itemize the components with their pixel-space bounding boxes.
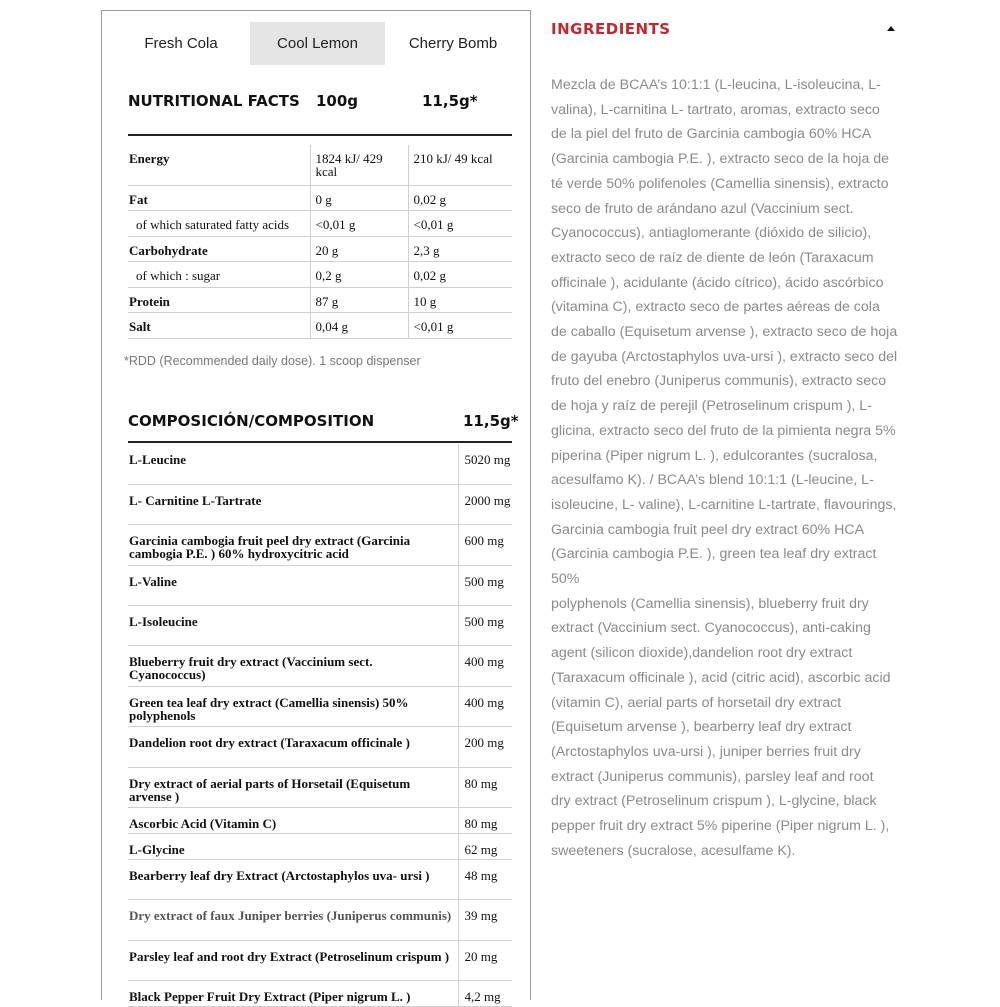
nutrient-label: Carbohydrate — [128, 236, 310, 262]
nutrient-label: Salt — [128, 313, 310, 339]
ingredient-amount: 5020 mg — [458, 444, 512, 484]
ingredients-text — [551, 73, 916, 864]
ingredients-line: de la piel del fruto de Garcinia cambogia 60% HCA — [551, 126, 872, 143]
ingredients-line: extract (Vaccinium sect. Cyanococcus), anti-caking — [551, 620, 871, 637]
nutrient-value-100g: 0,2 g — [310, 262, 408, 288]
nutrition-row — [128, 287, 512, 313]
ingredient-name: Green tea leaf dry extract (Camellia sinensis) 50% polyphenols — [128, 686, 458, 726]
composition-header — [128, 412, 519, 436]
ingredients-line: de hoja y raíz de perejil (Petroselinum crispum ), L- — [551, 398, 872, 415]
ingredients-line: (vitamin C), aerial parts of horsetail dry extract — [551, 694, 842, 711]
composition-row — [128, 686, 512, 726]
ingredients-line: (Garcinia cambogia P.E. ), extracto seco de la hoja de — [551, 151, 890, 168]
ingredient-name: L-Isoleucine — [128, 606, 458, 646]
composition-row — [128, 646, 512, 686]
ingredients-line: pepper fruit dry extract 5% piperine (Piper nigrum L. ), — [551, 818, 890, 835]
composition-row — [128, 444, 512, 484]
ingredients-line: de caballo (Equisetum arvense ), extracto seco de hoja — [551, 324, 898, 341]
nutrition-row — [128, 236, 512, 262]
ingredient-amount: 2000 mg — [458, 484, 512, 524]
ingredients-line: Garcinia cambogia fruit peel dry extract 60% HCA — [551, 521, 865, 538]
nutrient-label: Fat — [128, 185, 310, 211]
tab-cherry-bomb[interactable]: Cherry Bomb — [408, 35, 498, 52]
nutrition-title: NUTRITIONAL FACTS — [128, 92, 300, 110]
ingredients-line: (Taraxacum officinale ), acid (citric acid), ascorbic acid — [551, 669, 891, 686]
composition-row — [128, 808, 512, 834]
ingredient-amount: 200 mg — [458, 727, 512, 767]
ingredient-amount: 80 mg — [458, 808, 512, 834]
ingredients-line: (Equisetum arvense ), bearberry leaf dry extract — [551, 719, 852, 736]
nutrition-table — [128, 145, 512, 339]
ingredient-name: L-Glycine — [128, 834, 458, 860]
flavor-tabs — [112, 22, 519, 65]
composition-row — [128, 860, 512, 900]
nutrient-value-serving: <0,01 g — [408, 211, 512, 237]
nutrition-row — [128, 185, 512, 211]
ingredients-line: extracto seco de raíz de diente de león (Taraxacum — [551, 249, 874, 266]
ingredients-line: (vitamina C), extracto seco de partes aéreas de cola — [551, 299, 880, 316]
composition-row — [128, 565, 512, 605]
ingredients-line: (Garcinia cambogia P.E. ), green tea leaf dry extract — [551, 546, 877, 563]
ingredient-name: L- Carnitine L-Tartrate — [128, 484, 458, 524]
nutrient-value-serving: 210 kJ/ 49 kcal — [408, 145, 512, 185]
composition-title: COMPOSICIÓN/COMPOSITION — [128, 412, 375, 430]
ingredient-name: Blueberry fruit dry extract (Vaccinium sect. Cyanococcus) — [128, 646, 458, 686]
ingredient-amount: 500 mg — [458, 565, 512, 605]
composition-row — [128, 981, 512, 1007]
tab-cool-lemon[interactable]: Cool Lemon — [250, 22, 385, 65]
nutrient-value-serving: 10 g — [408, 287, 512, 313]
composition-row — [128, 940, 512, 980]
nutrition-rule — [128, 134, 512, 136]
composition-row — [128, 900, 512, 940]
nutrient-value-100g: 1824 kJ/ 429 kcal — [310, 145, 408, 185]
nutrition-row — [128, 211, 512, 237]
ingredients-line: isoleucine, L- valine), L-carnitine L-tartrate, flavourings, — [551, 496, 897, 513]
ingredient-amount: 4,2 mg — [458, 981, 512, 1007]
ingredient-name: Dry extract of faux Juniper berries (Juniperus communis) — [128, 900, 458, 940]
nutrient-value-100g: 20 g — [310, 236, 408, 262]
ingredients-line: officinale ), acidulante (ácido cítrico), ácido ascórbico — [551, 274, 884, 291]
nutrient-value-serving: 2,3 g — [408, 236, 512, 262]
ingredient-amount: 48 mg — [458, 860, 512, 900]
ingredients-line: Mezcla de BCAA’s 10:1:1 (L-leucina, L-isoleucina, L- — [551, 77, 881, 93]
ingredient-name: Black Pepper Fruit Dry Extract (Piper nigrum L. ) — [128, 981, 458, 1007]
ingredients-title: INGREDIENTS — [551, 20, 671, 38]
rdd-footnote: *RDD (Recommended daily dose). 1 scoop dispenser — [124, 354, 421, 368]
ingredients-line: acesulfamo K). / BCAA’s blend 10:1:1 (L-leucine, L- — [551, 472, 874, 489]
nutrition-row — [128, 313, 512, 339]
ingredients-line: polyphenols (Camellia sinensis), blueberry fruit dry — [551, 595, 869, 612]
ingredient-amount: 600 mg — [458, 525, 512, 565]
composition-row — [128, 727, 512, 767]
ingredients-line: agent (silicon dioxide),dandelion root dry extract — [551, 645, 853, 662]
ingredient-name: L-Valine — [128, 565, 458, 605]
ingredients-line: de gayuba (Arctostaphylos uva-ursi ), extracto seco del — [551, 348, 898, 365]
composition-table — [128, 444, 512, 1007]
nutrient-value-100g: 87 g — [310, 287, 408, 313]
collapse-caret-icon[interactable] — [887, 26, 895, 31]
ingredient-name: L-Leucine — [128, 444, 458, 484]
ingredients-line: glicina, extracto seco del fruto de la pimienta negra 5% — [551, 422, 896, 439]
ingredients-line: 50% — [551, 571, 580, 588]
tab-fresh-cola[interactable]: Fresh Cola — [144, 35, 218, 52]
composition-row — [128, 606, 512, 646]
nutrient-label: of which : sugar — [128, 262, 310, 288]
ingredients-line: té verde 50% polifenoles (Camellia sinensis), extracto — [551, 175, 889, 192]
nutrition-col-100g: 100g — [316, 92, 359, 110]
nutrition-col-serving: 11,5g* — [422, 92, 478, 110]
ingredients-line: piperina (Piper nigrum L. ), edulcorantes (sucralosa, — [551, 447, 878, 464]
ingredients-line: Cyanococcus), antiaglomerante (dióxido de silicio), — [551, 225, 872, 242]
nutrient-value-serving: <0,01 g — [408, 313, 512, 339]
nutrient-value-serving: 0,02 g — [408, 185, 512, 211]
ingredient-name: Dandelion root dry extract (Taraxacum officinale ) — [128, 727, 458, 767]
ingredients-line: (Arctostaphylos uva-ursi ), juniper berries fruit dry — [551, 743, 861, 760]
ingredient-name: Parsley leaf and root dry Extract (Petroselinum crispum ) — [128, 940, 458, 980]
ingredient-amount: 20 mg — [458, 940, 512, 980]
nutrient-value-100g: 0,04 g — [310, 313, 408, 339]
composition-row — [128, 767, 512, 807]
ingredient-amount: 400 mg — [458, 686, 512, 726]
ingredients-line: extract (Juniperus communis), parsley leaf and root — [551, 768, 874, 785]
nutrition-header — [128, 93, 512, 135]
nutrient-label: of which saturated fatty acids — [128, 211, 310, 237]
ingredient-amount: 80 mg — [458, 767, 512, 807]
product-panel — [101, 10, 531, 1005]
nutrient-label: Protein — [128, 287, 310, 313]
nutrition-row — [128, 145, 512, 185]
nutrient-value-serving: 0,02 g — [408, 262, 512, 288]
ingredients-line: seco de fruto de arándano azul (Vaccinium sect. — [551, 200, 854, 217]
nutrition-row — [128, 262, 512, 288]
ingredient-amount: 400 mg — [458, 646, 512, 686]
composition-rule — [128, 441, 512, 443]
composition-col-serving: 11,5g* — [463, 412, 519, 430]
ingredient-amount: 39 mg — [458, 900, 512, 940]
composition-row — [128, 525, 512, 565]
ingredient-name: Garcinia cambogia fruit peel dry extract (Garcinia cambogia P.E. ) 60% hydroxycitric acid — [128, 525, 458, 565]
ingredient-name: Dry extract of aerial parts of Horsetail (Equisetum arvense ) — [128, 767, 458, 807]
ingredients-line: valina), L-carnitina L- tartrato, aromas, extracto seco — [551, 101, 880, 118]
ingredient-name: Ascorbic Acid (Vitamin C) — [128, 808, 458, 834]
composition-row — [128, 834, 512, 860]
ingredient-name: Bearberry leaf dry Extract (Arctostaphylos uva- ursi ) — [128, 860, 458, 900]
nutrient-value-100g: <0,01 g — [310, 211, 408, 237]
ingredients-line: fruto del enebro (Juniperus communis), extracto seco — [551, 373, 887, 390]
nutrient-value-100g: 0 g — [310, 185, 408, 211]
ingredients-line: dry extract (Petroselinum crispum ), L-glycine, black — [551, 793, 877, 810]
ingredient-amount: 62 mg — [458, 834, 512, 860]
ingredients-line: sweeteners (sucralose, acesulfame K). — [551, 842, 796, 859]
nutrient-label: Energy — [128, 145, 310, 185]
ingredient-amount: 500 mg — [458, 606, 512, 646]
composition-row — [128, 484, 512, 524]
